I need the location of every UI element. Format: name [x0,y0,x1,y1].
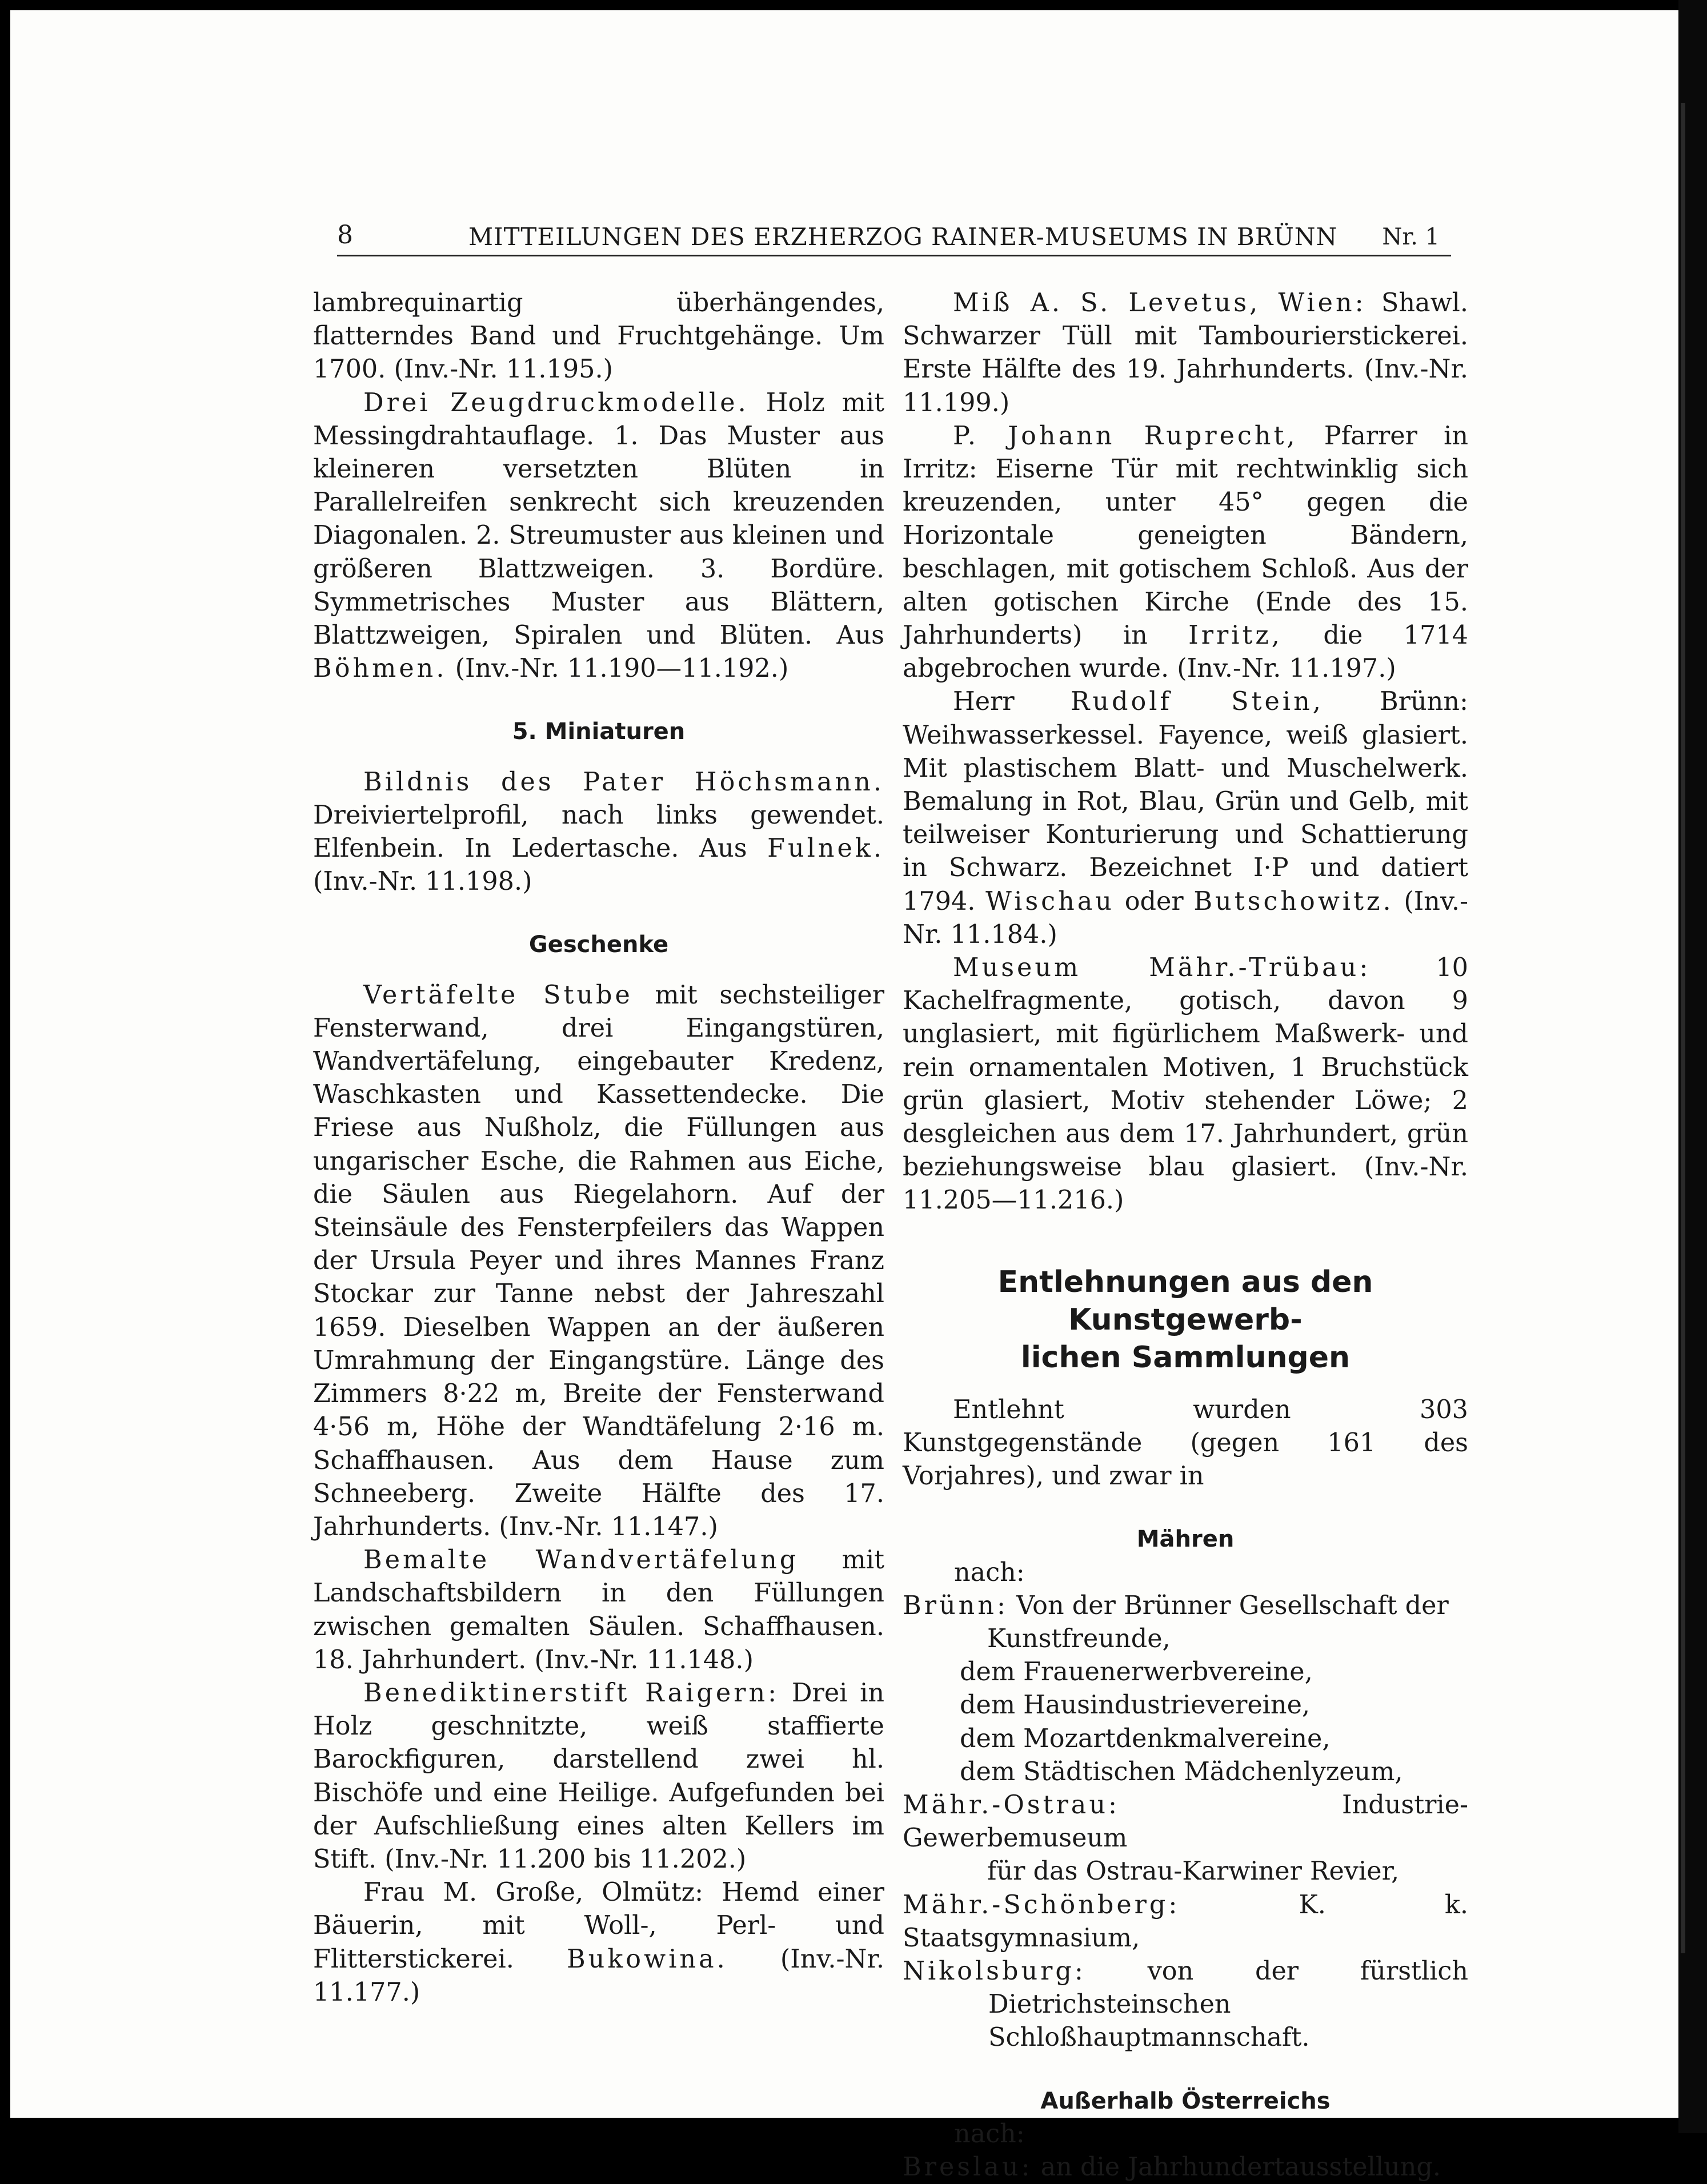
spacer [313,962,884,979]
paragraph: lambrequinartig überhängendes, flatterndes Band und Fruchtgehänge. Um 1700. (Inv.-Nr. 11.195.) [313,288,884,384]
spacer [903,1376,1468,1394]
running-title: MITTEILUNGEN DES ERZHERZOG RAINER-MUSEUMS IN BRÜNN [468,223,1338,251]
entry-title: Bemalte Wandvertäfelung [363,1545,799,1575]
paragraph [313,1544,884,1677]
heading-line: lichen Sammlungen [1020,1340,1351,1375]
paragraph [313,387,884,686]
entry-text: Drei in Holz geschnitzte, weiß staffierte Barockfiguren, darstellend zwei hl. Bischöfe und eine Heilige. Aufgefunden bei der Aufschließung eines alten Kellers im Stift. (Inv.-Nr. 11.200 bis 11.202.) [313,1678,884,1874]
paragraph [903,685,1468,952]
entry-text: Brünn: Weihwasserkessel. Fayence, weiß glasiert. Mit plastischem Blatt- und Muschelwerk. Bemalung in Rot, Blau, Grün und Gelb, mit teilweiser Konturierung und Schattierung in Schwarz. Bezeichnet I·P und datiert 1794. [903,687,1468,916]
loan-entry-line: für das Ostrau-Karwiner Revier, [987,1857,1400,1886]
spacer [313,685,884,715]
spacer [903,2055,1468,2085]
issue-number: Nr. 1 [1382,224,1440,250]
entry-title: Vertäfelte Stube [363,980,633,1010]
loan-entry-line: dem Städtischen Mädchenlyzeum, [960,1757,1403,1786]
loan-entry-line: Kunstfreunde, [987,1624,1171,1653]
section-heading [903,1263,1468,1376]
place-name: Bukowina. [566,1944,728,1974]
place-name: Brünn: [903,1591,1008,1620]
paragraph [903,420,1468,686]
entry-text: die 1714 abgebrochen wurde. (Inv.-Nr. 11.197.) [903,621,1468,684]
left-column [313,287,884,2009]
page-number: 8 [337,220,353,250]
entry-text: (Inv.-Nr. 11.177.) [313,1944,884,2007]
entry-text: (Inv.-Nr. 11.184.) [903,886,1468,949]
place-name: Mähr.-Schönberg: [903,1890,1180,1920]
page-edge [1681,103,1685,1953]
entry-text: Pfarrer in Irritz: Eiserne Tür mit rechtwinklig sich kreuzenden, unter 45° gegen die Horizontale geneigten Bändern, beschlagen, mit gotischem Schloß. Aus der alten gotischen Kirche (Ende des 15. Jahrhunderts) in [903,421,1468,651]
entry-title: Miß A. S. Levetus, Wien: [953,288,1367,318]
entry-title: Rudolf Stein, [1070,687,1324,717]
paragraph [313,1677,884,1876]
entry-title: Benediktinerstift Raigern: [363,1678,780,1708]
place-name: Wischau [985,886,1115,916]
entry-title: Museum Mähr.-Trübau: [953,953,1371,983]
entry-title: Bildnis des Pater Höchsmann. [363,767,884,797]
place-name: Butschowitz. [1193,886,1394,916]
paragraph: nach: [954,2119,1025,2149]
loan-entry [903,2151,1468,2184]
entry-title: Frau M. Große, Olmütz: [363,1878,704,1908]
loan-entry [903,1789,1468,1855]
loan-entry-line: dem Hausindustrievereine, [960,1691,1311,1720]
spacer [313,898,884,928]
loan-entry [903,1955,1468,2055]
entry-text: mit sechsteiliger Fensterwand, drei Eingangstüren, Wandvertäfelung, eingebauter Kredenz, Waschkasten und Kassettendecke. Die Friese aus Nußholz, die Füllungen aus ungarischer Esche, die Rahmen aus Eiche, die Säulen aus Riegelahorn. Auf der Steinsäule des Fensterpfeilers das Wappen der Ursula Peyer und ihres Mannes Franz Stockar zur Tanne nebst der Jahreszahl 1659. Dieselben Wappen an der äußeren Umrahmung der Eingangstüre. Länge des Zimmers 8·22 m, Breite der Fensterwand 4·56 m, Höhe der Wandtäfelung 2·16 m. Schaffhausen. Aus dem Hause zum Schneeberg. Zweite Hälfte des 17. Jahrhunderts. (Inv.-Nr. 11.147.) [313,980,884,1541]
place-name: Irritz, [1188,621,1283,651]
loan-entry-line: dem Frauenerwerbvereine, [960,1657,1313,1687]
loan-entry-line: dem Mozartdenkmalvereine, [960,1724,1331,1753]
section-heading: 5. Miniaturen [512,718,686,745]
paragraph [903,952,1468,1218]
right-column [903,287,1468,2184]
place-name: Mähr.-Ostrau: [903,1790,1120,1820]
entry-text: (Inv.-Nr. 11.190—11.192.) [447,654,789,684]
scan-border [1678,0,1707,2133]
spacer [313,749,884,766]
entry-text: Herr [953,687,1071,717]
heading-line: Entlehnungen aus den Kunstgewerb- [997,1264,1373,1337]
entry-text: oder [1114,886,1194,916]
entry-text: 10 Kachelfragmente, gotisch, davon 9 unglasiert, mit figürlichem Maßwerk- und rein ornamentalen Motiven, 1 Bruchstück grün glasiert, Motiv stehender Löwe; 2 desgleichen aus dem 17. Jahrhundert, grün beziehungsweise blau glasiert. (Inv.-Nr. 11.205—11.216.) [903,953,1468,1215]
paragraph: Entlehnt wurden 303 Kunstgegenstände (gegen 161 des Vorjahres), und zwar in [903,1395,1468,1491]
entry-text: Shawl. Schwarzer Tüll mit Tambourierstickerei. Erste Hälfte des 19. Jahrhunderts. (Inv.-Nr. 11.199.) [903,288,1468,417]
entry-text: Hemd einer Bäuerin, mit Woll-, Perl- und Flitterstickerei. [313,1878,884,1974]
paragraph [313,766,884,899]
place-name: Nikolsburg: [903,1956,1086,1986]
entry-text: von der fürstlich Dietrichsteinschen Schloßhauptmannschaft. [988,1956,1468,2053]
entry-text: mit Landschaftsbildern in den Füllungen zwischen gemalten Säulen. Schaffhausen. 18. Jahrhundert. (Inv.-Nr. 11.148.) [313,1545,884,1675]
loan-entry [903,1589,1468,1623]
paragraph [313,979,884,1544]
place-name: Böhmen. [313,654,447,684]
entry-text: Holz mit Messingdrahtauflage. 1. Das Muster aus kleineren versetzten Blüten in Parallelreifen senkrecht sich kreuzenden Diagonalen. 2. Streumuster aus kleinen und größeren Blattzweigen. 3. Bordüre. Symmetrisches Muster aus Blättern, Blattzweigen, Spiralen und Blüten. Aus [313,388,884,651]
place-name: Fulnek. [767,834,884,864]
entry-title: Drei Zeugdruckmodelle. [363,388,749,417]
entry-text: K. k. Staatsgymnasium, [903,1890,1468,1953]
spacer [903,1218,1468,1263]
subsection-heading: Außerhalb Österreichs [1040,2087,1331,2114]
entry-title: P. Johann Ruprecht, [953,421,1298,451]
running-header [320,217,1451,263]
entry-text: Von der Brünner Gesellschaft der [1008,1591,1449,1620]
place-name: Breslau: [903,2152,1033,2182]
paragraph: nach: [954,1557,1025,1587]
entry-text: an die Jahrhundertausstellung. [1032,2152,1441,2182]
subsection-heading: Mähren [1136,1526,1235,1553]
paragraph [313,1876,884,2009]
spacer [903,1493,1468,1523]
entry-text: (Inv.-Nr. 11.198.) [313,867,532,897]
loan-entry [903,1889,1468,1955]
section-heading: Geschenke [528,932,669,958]
entry-text: Dreiviertelprofil, nach links gewendet. Elfenbein. In Ledertasche. Aus [313,800,884,864]
header-rule [337,255,1451,256]
entry-text: Industrie-Gewerbemuseum [903,1790,1468,1853]
paragraph [903,287,1468,420]
